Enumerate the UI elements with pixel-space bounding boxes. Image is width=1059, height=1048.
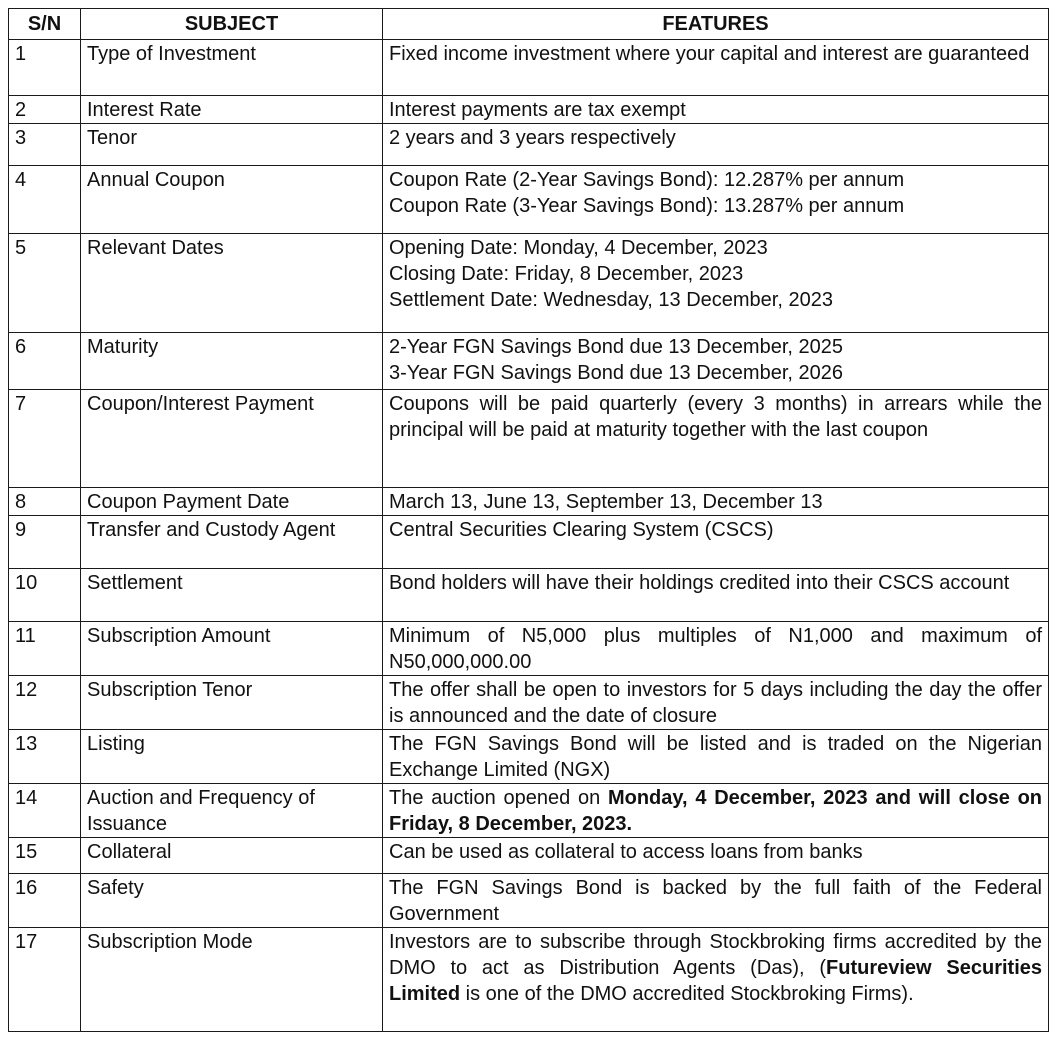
table-row (9, 96, 1049, 124)
row-sn: 10 (9, 569, 81, 622)
bond-features-table (8, 8, 1049, 1032)
row-sn: 8 (9, 488, 81, 516)
row-sn: 12 (9, 676, 81, 730)
row-subject: Coupon Payment Date (81, 488, 383, 516)
row-features: Central Securities Clearing System (CSCS) (383, 516, 1049, 569)
row-sn: 15 (9, 838, 81, 874)
row-sn: 17 (9, 928, 81, 1032)
row-sn: 9 (9, 516, 81, 569)
row-features: Minimum of N5,000 plus multiples of N1,000 and maximum of N50,000,000.00 (383, 622, 1049, 676)
row-sn: 2 (9, 96, 81, 124)
table-row (9, 730, 1049, 784)
table-row (9, 333, 1049, 390)
row-features: The FGN Savings Bond is backed by the full faith of the Federal Government (383, 874, 1049, 928)
row-subject: Maturity (81, 333, 383, 390)
row-sn: 13 (9, 730, 81, 784)
row-subject: Transfer and Custody Agent (81, 516, 383, 569)
row-sn: 3 (9, 124, 81, 166)
row-subject: Listing (81, 730, 383, 784)
row-features: Coupons will be paid quarterly (every 3 months) in arrears while the principal will be paid at maturity together with the last coupon (383, 390, 1049, 488)
row-subject: Subscription Tenor (81, 676, 383, 730)
features-text: is one of the DMO accredited Stockbroking Firms). (460, 983, 914, 1005)
table-row (9, 874, 1049, 928)
table-row (9, 676, 1049, 730)
row-subject: Relevant Dates (81, 234, 383, 333)
table-row (9, 928, 1049, 1032)
row-subject: Type of Investment (81, 40, 383, 96)
row-sn: 5 (9, 234, 81, 333)
row-features (383, 928, 1049, 1032)
header-features: FEATURES (383, 9, 1049, 40)
features-line: 3-Year FGN Savings Bond due 13 December, 2026 (389, 362, 843, 384)
row-features: Interest payments are tax exempt (383, 96, 1049, 124)
features-line: Opening Date: Monday, 4 December, 2023 (389, 237, 768, 259)
row-sn: 4 (9, 166, 81, 234)
table-row (9, 488, 1049, 516)
row-sn: 14 (9, 784, 81, 838)
table-row (9, 234, 1049, 333)
row-sn: 11 (9, 622, 81, 676)
header-sn: S/N (9, 9, 81, 40)
row-features: Can be used as collateral to access loans from banks (383, 838, 1049, 874)
row-subject: Auction and Frequency of Issuance (81, 784, 383, 838)
table-header-row (9, 9, 1049, 40)
features-line: Closing Date: Friday, 8 December, 2023 (389, 263, 744, 285)
row-features: Bond holders will have their holdings credited into their CSCS account (383, 569, 1049, 622)
row-subject: Subscription Amount (81, 622, 383, 676)
row-features: March 13, June 13, September 13, December 13 (383, 488, 1049, 516)
row-features: The offer shall be open to investors for 5 days including the day the offer is announced and the date of closure (383, 676, 1049, 730)
header-subject: SUBJECT (81, 9, 383, 40)
row-features (383, 166, 1049, 234)
table-row (9, 124, 1049, 166)
row-subject: Interest Rate (81, 96, 383, 124)
row-sn: 7 (9, 390, 81, 488)
row-sn: 1 (9, 40, 81, 96)
features-bold-text: Monday, 4 December, 2023 and will close on Friday, 8 December, 2023. (389, 787, 1042, 835)
row-features (383, 784, 1049, 838)
row-subject: Subscription Mode (81, 928, 383, 1032)
table-row (9, 516, 1049, 569)
row-subject: Collateral (81, 838, 383, 874)
row-features: Fixed income investment where your capital and interest are guaranteed (383, 40, 1049, 96)
features-text: Investors are to subscribe through Stockbroking firms accredited by the DMO to act as Distribution Agents (Das), ( (389, 931, 1042, 979)
table-row (9, 40, 1049, 96)
table-row (9, 784, 1049, 838)
row-features: 2 years and 3 years respectively (383, 124, 1049, 166)
row-features: The FGN Savings Bond will be listed and is traded on the Nigerian Exchange Limited (NGX) (383, 730, 1049, 784)
row-subject: Annual Coupon (81, 166, 383, 234)
features-line: 2-Year FGN Savings Bond due 13 December, 2025 (389, 336, 843, 358)
table-row (9, 390, 1049, 488)
table-row (9, 838, 1049, 874)
features-line: Coupon Rate (3-Year Savings Bond): 13.287% per annum (389, 195, 905, 217)
row-subject: Safety (81, 874, 383, 928)
row-subject: Tenor (81, 124, 383, 166)
features-line: Settlement Date: Wednesday, 13 December, 2023 (389, 289, 833, 311)
features-line: Coupon Rate (2-Year Savings Bond): 12.287% per annum (389, 169, 905, 191)
row-features (383, 234, 1049, 333)
row-sn: 16 (9, 874, 81, 928)
row-features (383, 333, 1049, 390)
features-bold-text: Futureview Securities Limited (389, 957, 1042, 1005)
row-subject: Settlement (81, 569, 383, 622)
table-row (9, 622, 1049, 676)
table-row (9, 166, 1049, 234)
features-text: The auction opened on (389, 787, 608, 809)
table-row (9, 569, 1049, 622)
row-sn: 6 (9, 333, 81, 390)
row-subject: Coupon/Interest Payment (81, 390, 383, 488)
